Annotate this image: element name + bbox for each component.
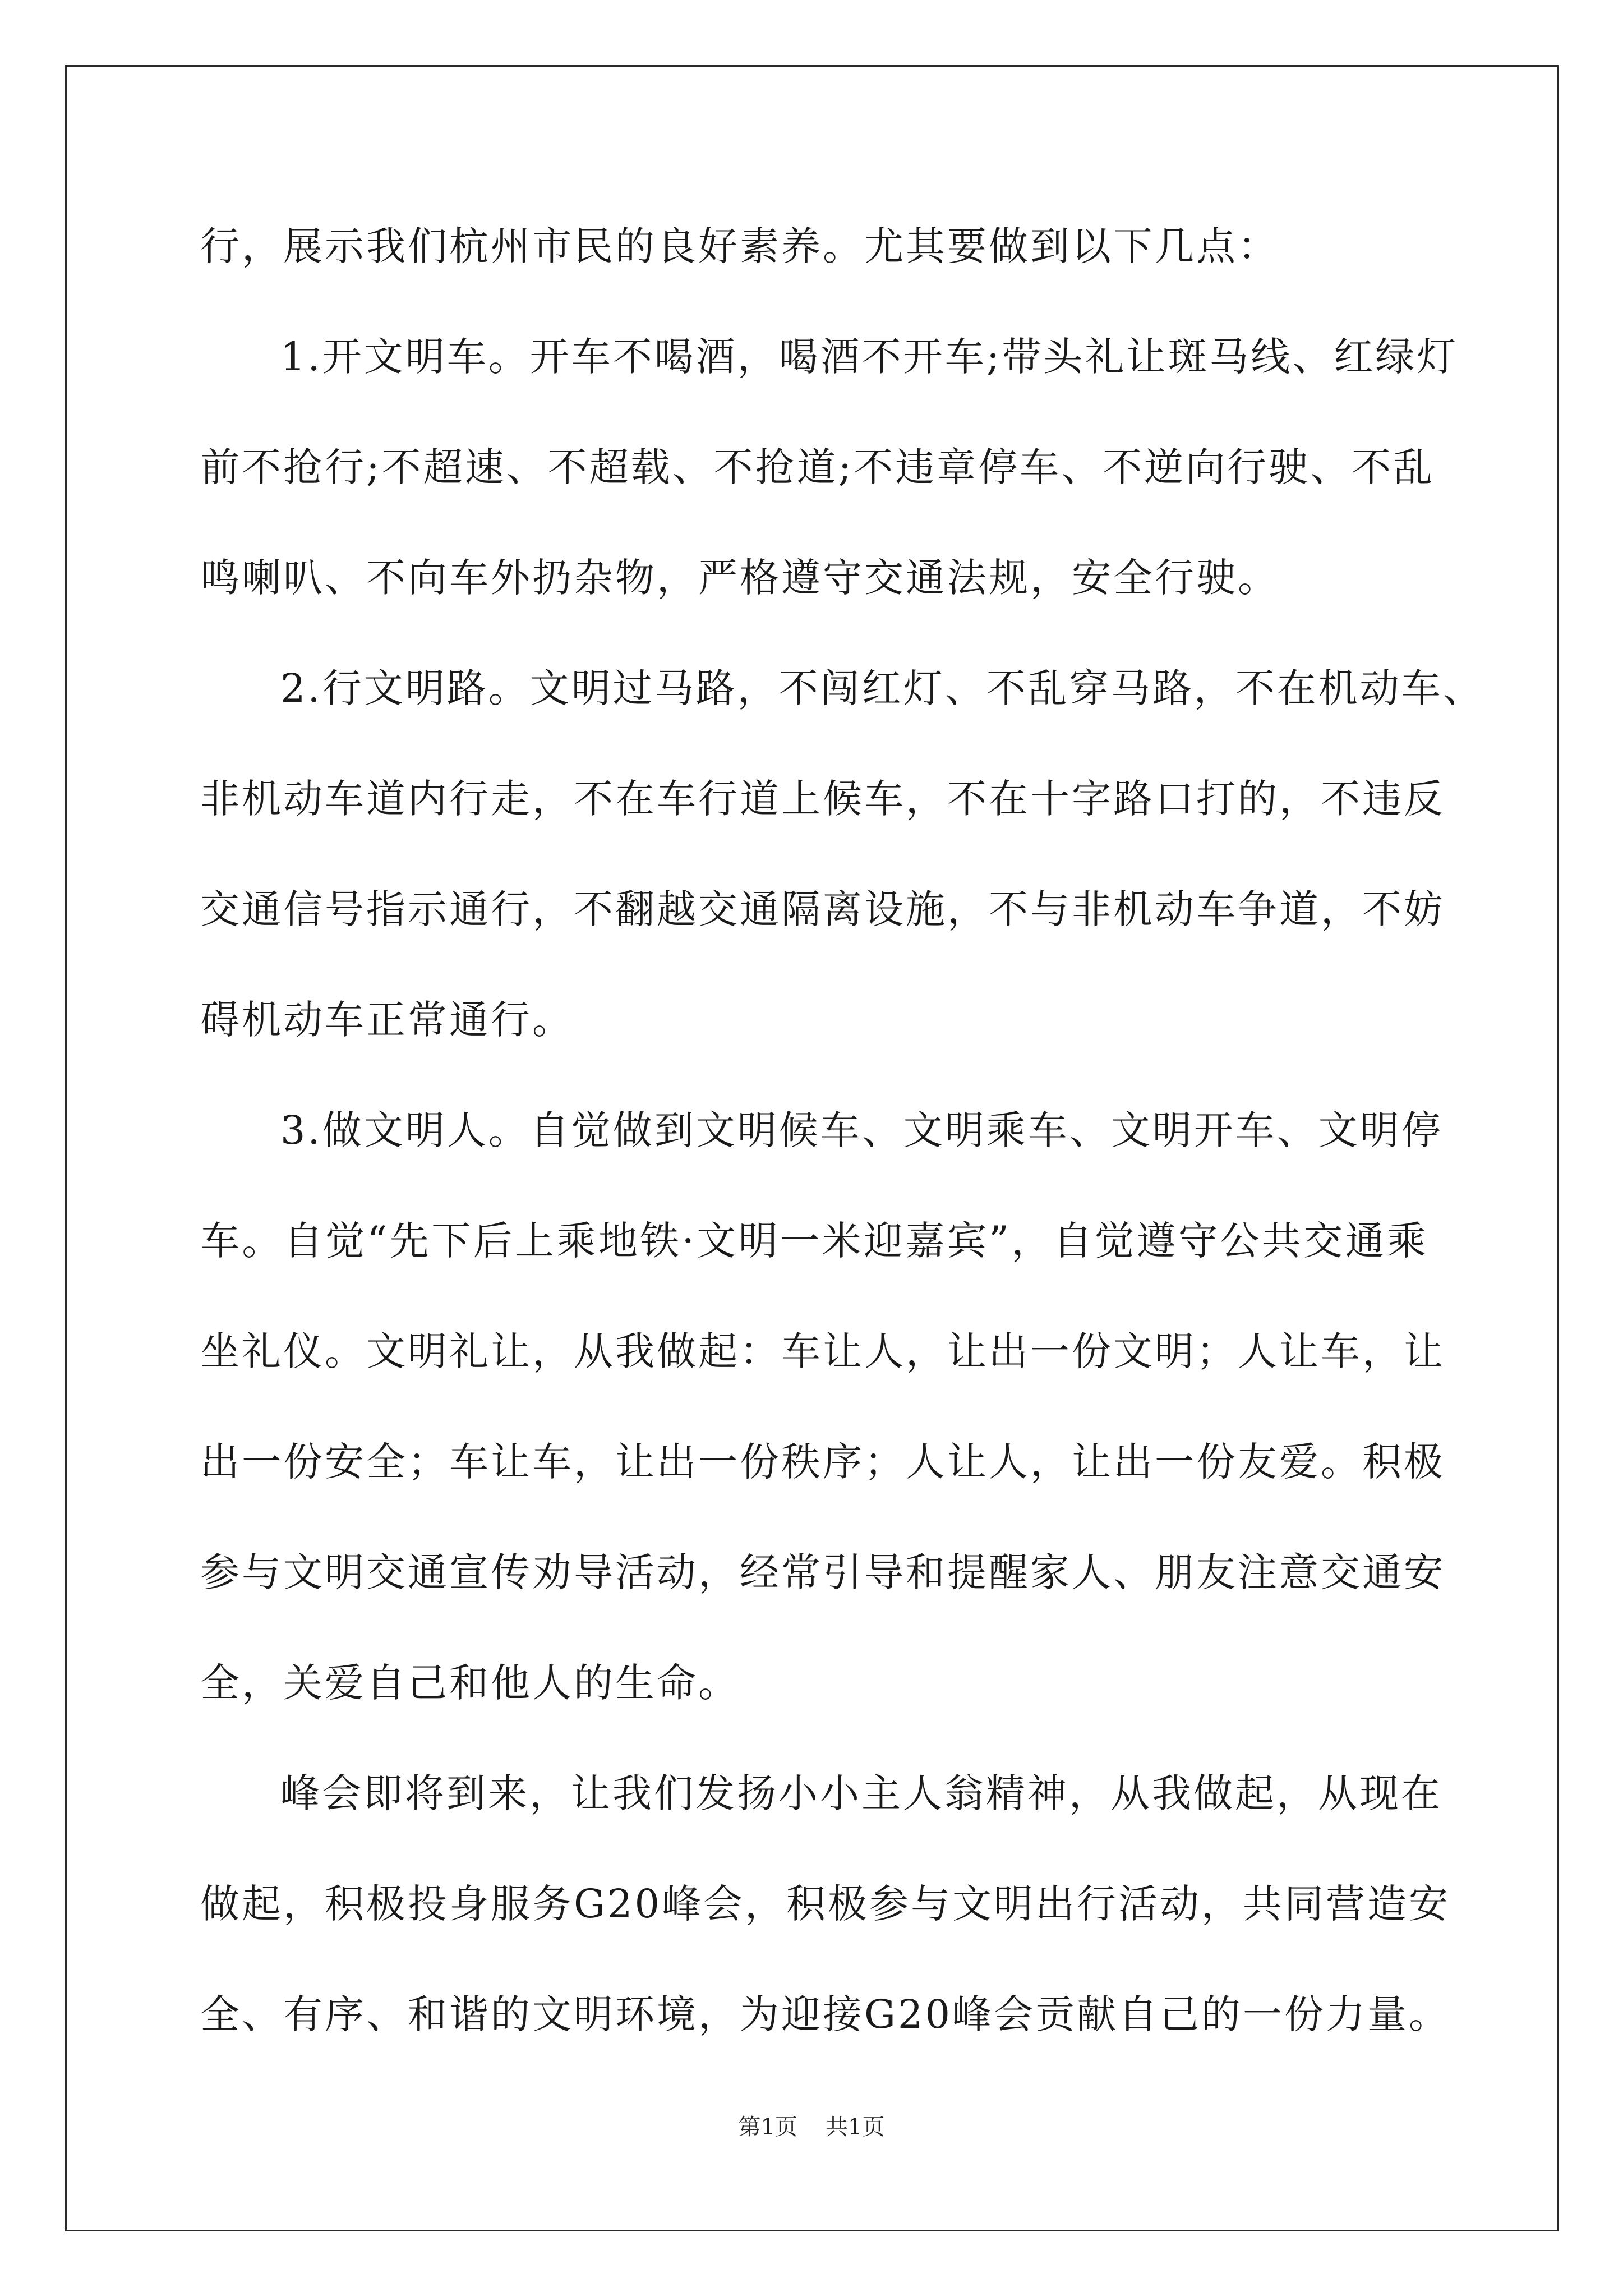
text-line: 2.行文明路。文明过马路，不闯红灯、不乱穿马路，不在机动车、 xyxy=(280,665,1484,711)
text-line: 前不抢行;不超速、不超载、不抢道;不违章停车、不逆向行驶、不乱 xyxy=(200,444,1435,490)
text-line: 3.做文明人。自觉做到文明候车、文明乘车、文明开车、文明停 xyxy=(280,1107,1443,1153)
document-body xyxy=(200,222,1484,2100)
text-line: 碍机动车正常通行。 xyxy=(200,997,574,1043)
text-line: 全，关爱自己和他人的生命。 xyxy=(200,1660,740,1706)
text-line: 做起，积极投身服务G20峰会，积极参与文明出行活动，共同营造安 xyxy=(200,1881,1450,1927)
text-line: 出一份安全；车让车，让出一份秩序；人让人，让出一份友爱。积极 xyxy=(200,1439,1445,1485)
page-number: 第1页 xyxy=(738,2114,797,2140)
text-line: 行，展示我们杭州市民的良好素养。尤其要做到以下几点： xyxy=(200,223,1279,269)
text-line: 全、有序、和谐的文明环境，为迎接G20峰会贡献自己的一份力量。 xyxy=(200,1991,1450,2037)
text-line: 1.开文明车。开车不喝酒，喝酒不开车;带头礼让斑马线、红绿灯 xyxy=(280,334,1459,380)
text-line: 参与文明交通宣传劝导活动，经常引导和提醒家人、朋友注意交通安 xyxy=(200,1549,1445,1595)
text-line: 坐礼仪。文明礼让，从我做起：车让人，让出一份文明；人让车，让 xyxy=(200,1328,1445,1374)
page-footer xyxy=(0,2109,1623,2141)
text-line: 车。自觉“先下后上乘地铁·文明一米迎嘉宾”，自觉遵守公共交通乘 xyxy=(200,1218,1428,1264)
text-line: 峰会即将到来，让我们发扬小小主人翁精神，从我做起，从现在 xyxy=(280,1770,1442,1816)
text-line: 非机动车道内行走，不在车行道上候车，不在十字路口打的，不违反 xyxy=(200,776,1445,822)
page-total: 共1页 xyxy=(826,2114,885,2140)
text-line: 鸣喇叭、不向车外扔杂物，严格遵守交通法规，安全行驶。 xyxy=(200,555,1279,601)
text-line: 交通信号指示通行，不翻越交通隔离设施，不与非机动车争道，不妨 xyxy=(200,886,1445,932)
